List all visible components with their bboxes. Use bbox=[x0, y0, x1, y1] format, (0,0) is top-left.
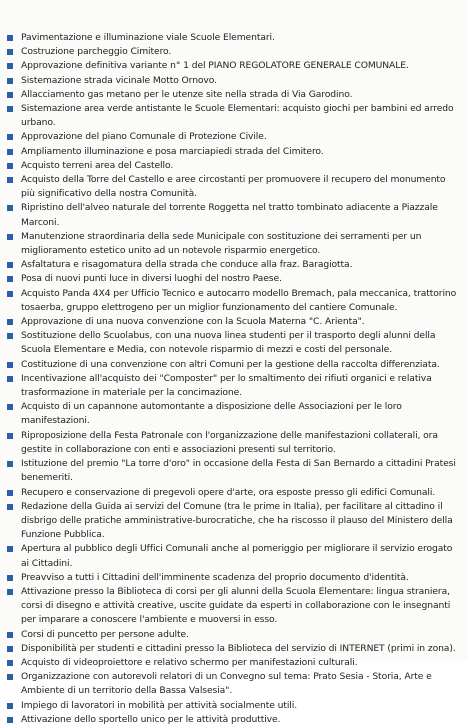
list-item bbox=[7, 571, 462, 585]
square-bullet-icon bbox=[7, 106, 13, 112]
list-item bbox=[7, 429, 462, 457]
square-bullet-icon bbox=[7, 717, 13, 723]
list-item bbox=[7, 457, 462, 485]
list-item bbox=[7, 486, 462, 500]
square-bullet-icon bbox=[7, 333, 13, 339]
list-item-text: Preavviso a tutti i Cittadini dell'imminente scadenza del proprio documento d'identità. bbox=[21, 571, 409, 583]
list-item bbox=[7, 585, 462, 628]
square-bullet-icon bbox=[7, 575, 13, 581]
square-bullet-icon bbox=[7, 291, 13, 297]
list-item-text: Riproposizione della Festa Patronale con l'organizzazione delle manifestazioni collaterali, ora gestite in collaborazione con enti e associazioni presenti sul territorio. bbox=[21, 429, 438, 455]
list-item bbox=[7, 130, 462, 144]
list-item-text: Sistemazione area verde antistante le Scuole Elementari: acquisto giochi per bambini ed arredo urbano. bbox=[21, 103, 454, 129]
square-bullet-icon bbox=[7, 461, 13, 467]
list-item bbox=[7, 642, 462, 656]
square-bullet-icon bbox=[7, 674, 13, 680]
list-item bbox=[7, 656, 462, 670]
list-item bbox=[7, 88, 462, 102]
list-item bbox=[7, 500, 462, 543]
square-bullet-icon bbox=[7, 546, 13, 552]
square-bullet-icon bbox=[7, 163, 13, 169]
list-item-text: Apertura al pubblico degli Uffici Comunali anche al pomeriggio per migliorare il servizio erogato ai Cittadini. bbox=[21, 543, 453, 569]
list-item-text: Ampliamento illuminazione e posa marciapiedi strada del Cimitero. bbox=[21, 145, 324, 157]
list-item bbox=[7, 699, 462, 713]
list-item-text: Impiego di lavoratori in mobilità per attività socialmente utili. bbox=[21, 699, 298, 711]
list-item bbox=[7, 45, 462, 59]
list-item bbox=[7, 230, 462, 258]
list-item bbox=[7, 329, 462, 357]
list-item-text: Istituzione del premio "La torre d'oro" in occasione della Festa di San Bernardo a cittadini Pratesi benemeriti. bbox=[21, 458, 456, 484]
list-item-text: Costituzione di una convenzione con altri Comuni per la gestione della raccolta differenziata. bbox=[21, 358, 440, 370]
square-bullet-icon bbox=[7, 262, 13, 268]
list-item-text: Acquisto di videoproiettore e relativo schermo per manifestazioni culturali. bbox=[21, 656, 358, 668]
list-item-text: Incentivazione all'acquisto dei "Composter" per lo smaltimento dei rifiuti organici e relativa trasformazione in materiale per la concimazione. bbox=[21, 372, 432, 399]
square-bullet-icon bbox=[7, 490, 13, 496]
list-item-text: Attivazione dello sportello unico per le attività produttive. bbox=[21, 713, 281, 725]
list-item-text: Recupero e conservazione di pregevoli opere d'arte, ora esposte presso gli edifici Comunali. bbox=[21, 486, 436, 498]
list-item-text: Approvazione definitiva variante n° 1 del PIANO REGOLATORE GENERALE COMUNALE. bbox=[21, 60, 409, 72]
list-item-text: Acquisto della Torre del Castello e aree circostanti per promuovere il recupero del monumento più significativo della nostra Comunità. bbox=[21, 174, 446, 200]
square-bullet-icon bbox=[7, 49, 13, 55]
square-bullet-icon bbox=[7, 92, 13, 98]
square-bullet-icon bbox=[7, 589, 13, 595]
square-bullet-icon bbox=[7, 646, 13, 652]
list-item-text: Posa di nuovi punti luce in diversi luoghi del nostro Paese. bbox=[21, 273, 282, 285]
list-item bbox=[7, 201, 462, 229]
list-item bbox=[7, 628, 462, 642]
list-item-text: Acquisto Panda 4X4 per Ufficio Tecnico e autocarro modello Bremach, pala meccanica, trattorino tosaerba, gruppo elettrogeno per un miglior funzionamento del cantiere Comunale. bbox=[21, 287, 457, 313]
achievements-list bbox=[7, 31, 462, 727]
square-bullet-icon bbox=[7, 404, 13, 410]
list-item bbox=[7, 102, 462, 130]
square-bullet-icon bbox=[7, 149, 13, 155]
square-bullet-icon bbox=[7, 376, 13, 382]
list-item bbox=[7, 315, 462, 329]
list-item-text: Approvazione di una nuova convenzione con la Scuola Materna "C. Arienta". bbox=[21, 316, 365, 328]
list-item bbox=[7, 159, 462, 173]
list-item-text: Sistemazione strada vicinale Motto Ornovo. bbox=[21, 74, 217, 86]
square-bullet-icon bbox=[7, 177, 13, 183]
list-item bbox=[7, 272, 462, 286]
list-item bbox=[7, 358, 462, 372]
list-item-text: Manutenzione straordinaria della sede Municipale con sostituzione dei serramenti per un miglioramento estetico unito ad un notevole risparmio energetico. bbox=[21, 230, 422, 257]
list-item-text: Costruzione parcheggio Cimitero. bbox=[21, 46, 172, 58]
list-item-text: Disponibilità per studenti e cittadini presso la Biblioteca del servizio di INTERNET (primi in zona). bbox=[21, 642, 456, 654]
square-bullet-icon bbox=[7, 276, 13, 282]
list-item-text: Redazione della Guida ai servizi del Comune (tra le prime in Italia), per facilitare al cittadino il disbrigo delle pratiche amministrative-burocratiche, che ha riscosso il plauso del Ministero della Funzione Pubblica. bbox=[21, 500, 453, 541]
square-bullet-icon bbox=[7, 703, 13, 709]
list-item bbox=[7, 59, 462, 73]
list-item-text: Approvazione del piano Comunale di Protezione Civile. bbox=[21, 131, 267, 143]
square-bullet-icon bbox=[7, 78, 13, 84]
square-bullet-icon bbox=[7, 632, 13, 638]
list-item bbox=[7, 287, 462, 315]
list-item bbox=[7, 372, 462, 400]
square-bullet-icon bbox=[7, 234, 13, 240]
list-item bbox=[7, 542, 462, 570]
square-bullet-icon bbox=[7, 362, 13, 368]
list-item bbox=[7, 145, 462, 159]
list-item bbox=[7, 713, 462, 727]
list-item-text: Organizzazione con autorevoli relatori di un Convegno sul tema: Prato Sesia - Storia, Arte e Ambiente di un territorio della Bassa Valsesia". bbox=[21, 671, 432, 697]
list-item-text: Sostituzione dello Scuolabus, con una nuova linea studenti per il trasporto degli alunni della Scuola Elementare e Media, con notevole risparmio di mezzi e costi del personale. bbox=[21, 330, 436, 356]
list-item bbox=[7, 74, 462, 88]
list-item-text: Pavimentazione e illuminazione viale Scuole Elementari. bbox=[21, 32, 275, 43]
square-bullet-icon bbox=[7, 433, 13, 439]
square-bullet-icon bbox=[7, 205, 13, 211]
list-item-text: Allacciamento gas metano per le utenze site nella strada di Via Garodino. bbox=[21, 88, 353, 100]
list-item-text: Asfaltatura e risagomatura della strada che conduce alla fraz. Baragiotta. bbox=[21, 259, 353, 271]
square-bullet-icon bbox=[7, 319, 13, 325]
list-item-text: Ripristino dell'alveo naturale del torrente Roggetta nel tratto tombinato adiacente a Piazzale Marconi. bbox=[21, 202, 438, 228]
square-bullet-icon bbox=[7, 134, 13, 140]
square-bullet-icon bbox=[7, 504, 13, 510]
list-item bbox=[7, 670, 462, 698]
list-item bbox=[7, 400, 462, 428]
list-item-text: Attivazione presso la Biblioteca di corsi per gli alunni della Scuola Elementare: lingua straniera, corsi di disegno e attività creative, uscite guidate da esperti in collaborazione con le insegnanti per imparare a conoscere l'ambiente e muoversi in esso. bbox=[21, 585, 451, 626]
list-item-text: Acquisto di un capannone automontante a disposizione delle Associazioni per le loro manifestazioni. bbox=[21, 401, 402, 427]
list-item bbox=[7, 258, 462, 272]
list-item bbox=[7, 173, 462, 201]
list-item-text: Corsi di puncetto per persone adulte. bbox=[21, 628, 189, 640]
square-bullet-icon bbox=[7, 63, 13, 69]
list-item bbox=[7, 31, 462, 45]
list-item-text: Acquisto terreni area del Castello. bbox=[21, 159, 174, 171]
square-bullet-icon bbox=[7, 35, 13, 41]
